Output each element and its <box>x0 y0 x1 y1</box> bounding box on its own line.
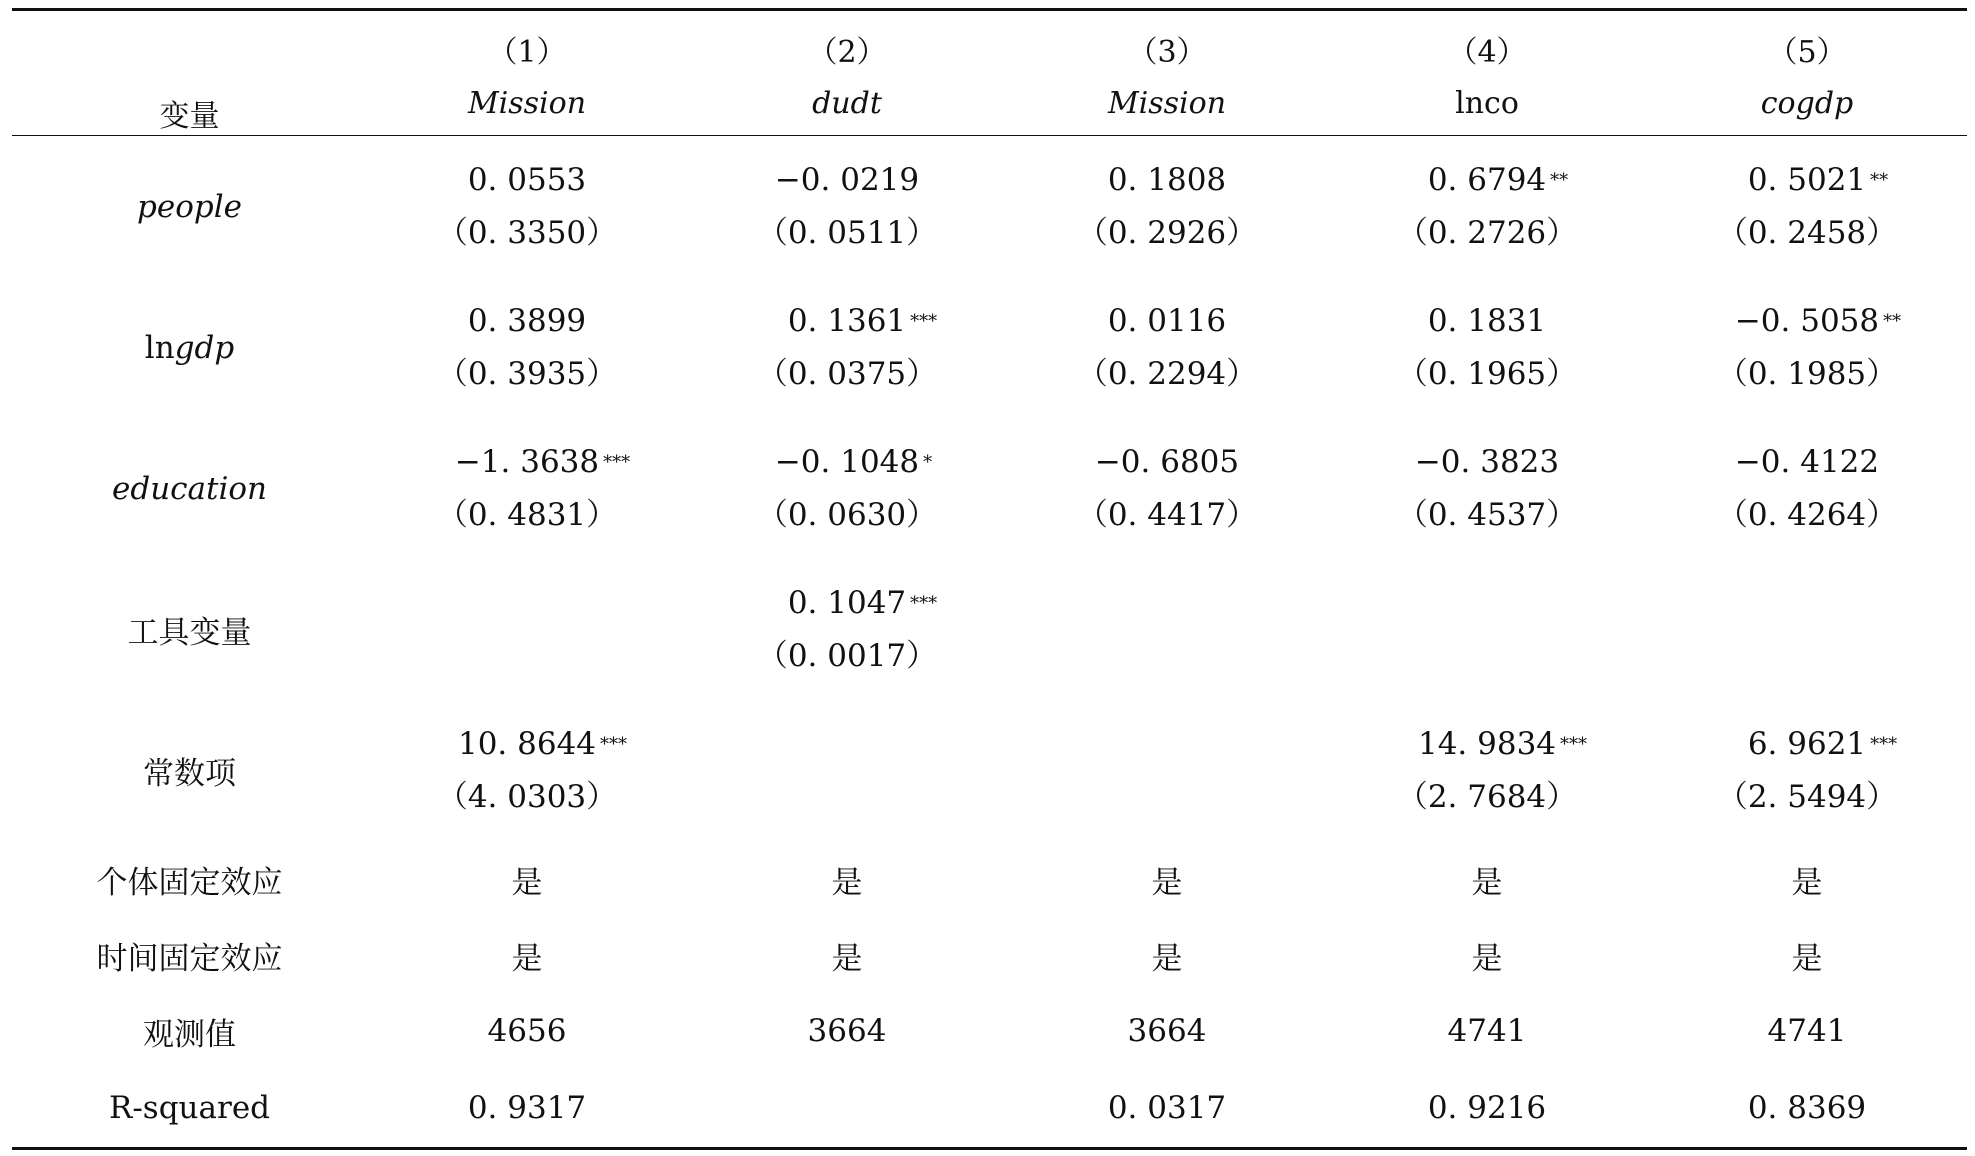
standard-error: （0. 0630） <box>756 496 938 533</box>
column-number: （1） <box>367 10 687 72</box>
significance-stars: ** <box>1883 310 1902 332</box>
standard-error: （0. 4831） <box>436 496 618 533</box>
column-number: （3） <box>1007 10 1327 72</box>
summary-value: 4741 <box>1767 1013 1847 1049</box>
standard-error: （0. 2726） <box>1396 214 1578 251</box>
standard-error: （0. 1985） <box>1716 355 1898 392</box>
summary-value: 0. 8369 <box>1647 1069 1967 1149</box>
coefficient-value: 6. 9621 <box>1747 725 1867 762</box>
coefficient <box>1747 725 1898 762</box>
standard-error: （0. 4417） <box>1076 496 1258 533</box>
coefficient <box>454 443 631 480</box>
estimate-cell <box>1647 559 1967 700</box>
estimate-cell <box>1647 136 1967 278</box>
estimate-cell <box>1007 559 1327 700</box>
coefficient-row <box>12 700 1967 841</box>
summary-value: 是 <box>511 864 543 901</box>
row-label: R-squared <box>12 1069 367 1149</box>
row-label: 时间固定效应 <box>96 940 283 977</box>
coefficient <box>1734 302 1902 339</box>
summary-value: 是 <box>511 940 543 977</box>
estimate-cell <box>687 136 1007 278</box>
row-label <box>12 136 367 278</box>
estimate-cell <box>1007 700 1327 841</box>
row-label <box>12 277 367 418</box>
estimate-cell <box>687 277 1007 418</box>
coefficient <box>1735 444 1879 480</box>
dependent-variable: Mission <box>367 71 687 136</box>
summary-value <box>687 1069 1007 1149</box>
variable-header: 变量 <box>12 10 367 136</box>
estimate-cell <box>687 559 1007 700</box>
summary-row <box>12 1069 1967 1149</box>
table-body <box>12 136 1967 1149</box>
header-row-numbers <box>12 10 1967 72</box>
coefficient-value: 0. 0116 <box>1107 302 1227 339</box>
coefficient-value: 0. 1047 <box>787 584 907 621</box>
coefficient <box>1428 303 1546 339</box>
estimate-cell <box>1647 277 1967 418</box>
row-label: 常数项 <box>143 756 236 792</box>
standard-error: （0. 3935） <box>436 355 618 392</box>
summary-value: 4741 <box>1447 1013 1527 1049</box>
summary-value: 3664 <box>807 1013 887 1049</box>
summary-row <box>12 917 1967 993</box>
standard-error: （0. 2458） <box>1716 214 1898 251</box>
significance-stars: *** <box>603 451 631 473</box>
coefficient <box>774 443 933 480</box>
coefficient-value: −0. 0219 <box>774 161 920 198</box>
estimate-cell <box>1327 559 1647 700</box>
estimate-cell <box>1327 277 1647 418</box>
summary-value: 是 <box>1151 864 1183 901</box>
coefficient <box>1417 725 1588 762</box>
estimate-cell <box>367 559 687 700</box>
dependent-variable: dudt <box>687 71 1007 136</box>
standard-error: （0. 4537） <box>1396 496 1578 533</box>
coefficient-value: 0. 1808 <box>1107 161 1227 198</box>
summary-value: 3664 <box>1127 1013 1207 1049</box>
coefficient-row <box>12 418 1967 559</box>
estimate-cell <box>1007 418 1327 559</box>
significance-stars: ** <box>1870 169 1889 191</box>
summary-value: 0. 9317 <box>367 1069 687 1149</box>
coefficient <box>1108 303 1226 339</box>
row-label <box>12 418 367 559</box>
significance-stars: *** <box>600 733 628 755</box>
summary-row <box>12 841 1967 917</box>
significance-stars: *** <box>1870 733 1898 755</box>
estimate-cell <box>1647 418 1967 559</box>
row-label-italic: education <box>112 470 267 507</box>
standard-error: （0. 3350） <box>436 214 618 251</box>
coefficient-value: −0. 4122 <box>1734 443 1880 480</box>
coefficient <box>1747 161 1889 198</box>
summary-value: 是 <box>1471 940 1503 977</box>
coefficient-value: 0. 5021 <box>1747 161 1867 198</box>
column-number: （2） <box>687 10 1007 72</box>
summary-value: 0. 9216 <box>1327 1069 1647 1149</box>
estimate-cell <box>1647 700 1967 841</box>
estimate-cell <box>367 700 687 841</box>
estimate-cell <box>367 136 687 278</box>
coefficient-value: −0. 3823 <box>1414 443 1560 480</box>
standard-error: （0. 2926） <box>1076 214 1258 251</box>
coefficient-value: 14. 9834 <box>1417 725 1557 762</box>
standard-error: （0. 0511） <box>756 214 938 251</box>
coefficient-value: −0. 5058 <box>1734 302 1880 339</box>
standard-error: （0. 0017） <box>756 637 938 674</box>
significance-stars: *** <box>910 592 938 614</box>
summary-value: 是 <box>831 864 863 901</box>
row-label: 个体固定效应 <box>96 864 283 901</box>
column-number: （5） <box>1647 10 1967 72</box>
significance-stars: *** <box>910 310 938 332</box>
regression-table <box>12 8 1967 1150</box>
estimate-cell <box>687 418 1007 559</box>
coefficient-row <box>12 277 1967 418</box>
dependent-variable: cogdp <box>1647 71 1967 136</box>
coefficient-value: 0. 1361 <box>787 302 907 339</box>
dependent-variable: lnco <box>1327 71 1647 136</box>
row-label: 工具变量 <box>127 615 252 651</box>
standard-error: （0. 0375） <box>756 355 938 392</box>
row-label-prefix: ln <box>144 329 175 366</box>
summary-value: 是 <box>1471 864 1503 901</box>
coefficient <box>457 725 628 762</box>
significance-stars: *** <box>1560 733 1588 755</box>
coefficient-row <box>12 559 1967 700</box>
coefficient-value: 0. 6794 <box>1427 161 1547 198</box>
summary-value: 是 <box>1151 940 1183 977</box>
significance-stars: ** <box>1550 169 1569 191</box>
significance-stars: * <box>923 451 933 473</box>
summary-value: 4656 <box>487 1013 567 1049</box>
estimate-cell <box>1327 136 1647 278</box>
summary-value: 0. 0317 <box>1007 1069 1327 1149</box>
estimate-cell <box>367 277 687 418</box>
coefficient <box>787 302 938 339</box>
estimate-cell <box>687 700 1007 841</box>
estimate-cell <box>367 418 687 559</box>
summary-row <box>12 993 1967 1069</box>
coefficient <box>1095 444 1239 480</box>
column-number: （4） <box>1327 10 1647 72</box>
estimate-cell <box>1327 418 1647 559</box>
coefficient-value: −0. 6805 <box>1094 443 1240 480</box>
coefficient <box>468 162 586 198</box>
estimate-cell <box>1007 136 1327 278</box>
coefficient <box>1415 444 1559 480</box>
standard-error: （2. 7684） <box>1396 778 1578 815</box>
standard-error: （4. 0303） <box>436 778 618 815</box>
standard-error: （0. 2294） <box>1076 355 1258 392</box>
estimate-cell <box>1007 277 1327 418</box>
coefficient-value: 10. 8644 <box>457 725 597 762</box>
estimate-cell <box>1327 700 1647 841</box>
row-label-italic: people <box>137 188 242 225</box>
summary-value: 是 <box>1791 940 1823 977</box>
coefficient-value: 0. 0553 <box>467 161 587 198</box>
coefficient-value: −1. 3638 <box>454 443 600 480</box>
table-header <box>12 10 1967 136</box>
dependent-variable: Mission <box>1007 71 1327 136</box>
row-label: 观测值 <box>143 1016 236 1053</box>
row-label-italic: gdp <box>174 329 235 366</box>
summary-value: 是 <box>1791 864 1823 901</box>
coefficient-value: −0. 1048 <box>774 443 920 480</box>
coefficient <box>775 162 919 198</box>
standard-error: （0. 1965） <box>1396 355 1578 392</box>
coefficient-value: 0. 1831 <box>1427 302 1547 339</box>
coefficient <box>787 584 938 621</box>
coefficient <box>1427 161 1569 198</box>
coefficient <box>1108 162 1226 198</box>
standard-error: （2. 5494） <box>1716 778 1898 815</box>
coefficient-row <box>12 136 1967 278</box>
coefficient <box>468 303 586 339</box>
summary-value: 是 <box>831 940 863 977</box>
coefficient-value: 0. 3899 <box>467 302 587 339</box>
standard-error: （0. 4264） <box>1716 496 1898 533</box>
